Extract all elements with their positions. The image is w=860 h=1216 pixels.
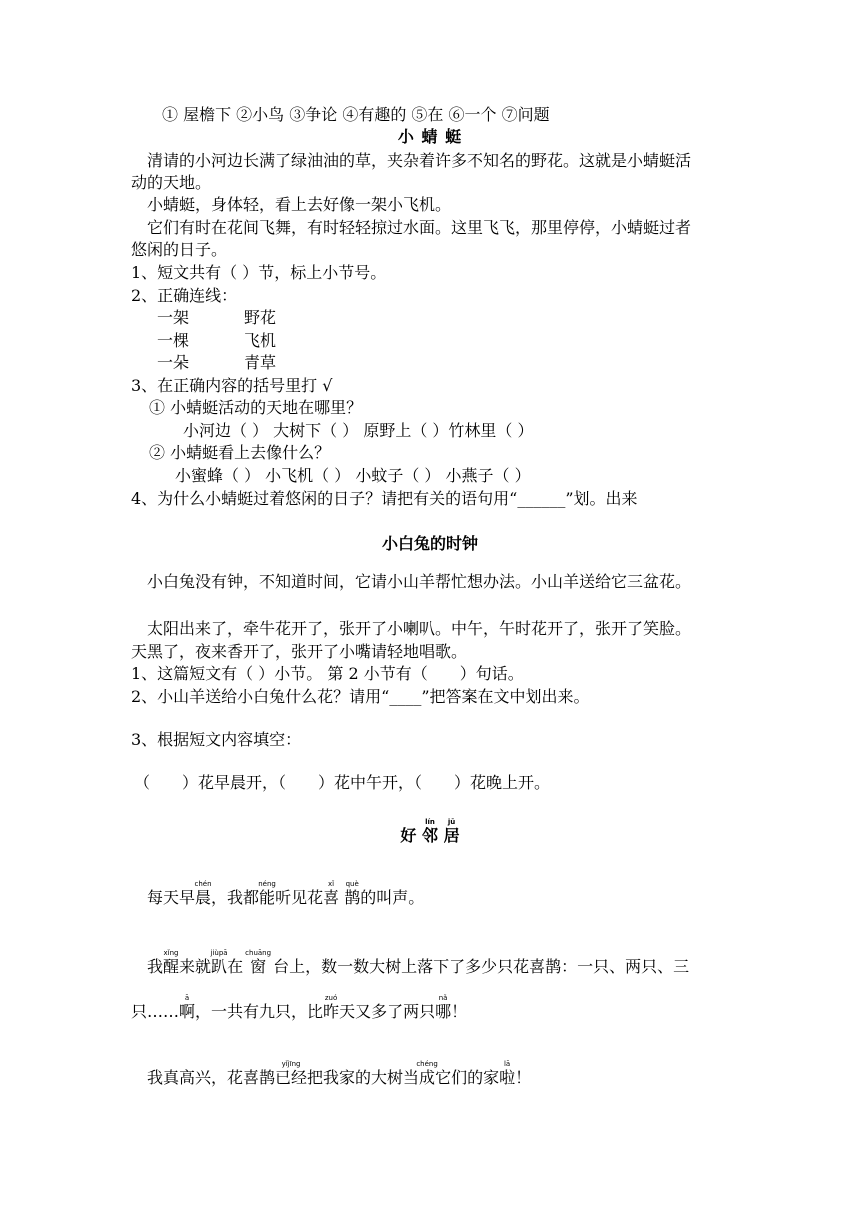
passage1-question-1: 1、短文共有（ ）节，标上小节号。 — [131, 263, 387, 282]
passage3-sentence-2-line2: 只……啊ā，一共有九只，比昨zuó天又多了两只哪nǎ！ — [131, 994, 468, 1021]
pinyin-word: 啊ā — [179, 994, 196, 1021]
title-char: 好 — [400, 826, 422, 845]
passage2-question-3: 3、根据短文内容填空： — [131, 730, 302, 749]
passage2-question-2: 2、小山羊送给小白兔什么花？请用“____”把答案在文中划出来。 — [131, 687, 590, 706]
match-right-item: 飞机 — [244, 331, 277, 350]
pinyin-word: 鹊què — [344, 880, 361, 907]
passage2-para2-line2: 天黑了，夜来香开了，张开了小嘴请轻地唱歌。 — [131, 642, 468, 661]
passage1-question-4: 4、为什么小蜻蜓过着悠闲的日子？请把有关的语句用“______”划。出来 — [131, 489, 638, 508]
passage2-question-1: 1、这篇短文有（ ）小节。 第 2 小节有（ ）句话。 — [131, 664, 524, 683]
passage1-question-3: 3、在正确内容的括号里打 √ — [131, 376, 333, 395]
pinyin-word: 晨chén — [194, 880, 212, 907]
question-3-sub-2: ② 小蜻蜓看上去像什么？ — [149, 443, 331, 462]
match-right-item: 野花 — [244, 308, 277, 327]
passage2-fill-in-blanks: （ ）花早晨开，（ ）花中午开，（ ）花晚上开。 — [134, 773, 551, 792]
passage1-para1-line2: 动的天地。 — [131, 173, 212, 192]
passage3-sentence-3: 我真高兴，花喜鹊已经yǐjīng把我家的大树当成chéng它们的家啦lā！ — [147, 1060, 532, 1087]
match-right-item: 青草 — [244, 353, 277, 372]
match-left-item: 一架 — [157, 308, 190, 327]
passage2-para2-line1: 太阳出来了，牵牛花开了，张开了小喇叭。中午，午时花开了，张开了笑脸。 — [147, 619, 692, 638]
passage1-para3-line1: 它们有时在花间飞舞，有时轻轻掠过水面。这里飞飞，那里停停，小蜻蜓过者 — [147, 218, 692, 237]
question-3-sub-2-options: 小蜜蜂（ ） 小飞机（ ） 小蚊子（ ） 小燕子（ ） — [175, 466, 531, 485]
passage1-para2: 小蜻蜓，身体轻，看上去好像一架小飞机。 — [147, 195, 452, 214]
passage1-para1-line1: 清请的小河边长满了绿油油的草，夹杂着许多不知名的野花。这就是小蜻蜓活 — [147, 151, 692, 170]
passage3-sentence-2-line1: 我醒xǐng来就趴jiùpā在 窗chuāng 台上，数一数大树上落下了多少只花喜鹊：一只、两只、三 — [147, 949, 690, 976]
word-list: ① 屋檐下 ②小鸟 ③争论 ④有趣的 ⑤在 ⑥一个 ⑦问题 — [162, 105, 550, 124]
pinyin-word: 成chéng — [416, 1060, 438, 1087]
pinyin-word: 能néng — [258, 880, 276, 907]
pinyin-word: 趴jiùpā — [210, 949, 228, 976]
title-char-ju: 居jū — [443, 818, 460, 845]
pinyin-word: 喜xǐ — [323, 880, 340, 907]
pinyin-word: 啦lā — [499, 1060, 516, 1087]
title-char-lin: 邻lín — [421, 818, 438, 845]
question-3-sub-1-options: 小河边（ ） 大树下（ ） 原野上（ ）竹林里（ ） — [183, 421, 534, 440]
pinyin-word: 哪nǎ — [435, 994, 452, 1021]
passage2-title: 小白兔的时钟 — [381, 534, 478, 553]
match-left-item: 一棵 — [157, 331, 190, 350]
passage3-title — [0, 818, 860, 854]
passage3-sentence-1: 每天早晨chén，我都能néng听见花喜xǐ 鹊què的叫声。 — [147, 880, 425, 907]
passage1-para3-line2: 悠闲的日子。 — [131, 240, 228, 259]
passage1-title: 小 蜻 蜓 — [397, 127, 463, 146]
pinyin-word: 已经yǐjīng — [275, 1060, 308, 1087]
passage2-para1: 小白兔没有钟，不知道时间，它请小山羊帮忙想办法。小山羊送给它三盆花。 — [147, 572, 692, 591]
passage1-question-2: 2、正确连线： — [131, 286, 238, 305]
pinyin-word: 窗chuāng — [245, 949, 272, 976]
question-3-sub-1: ① 小蜻蜓活动的天地在哪里？ — [149, 398, 363, 417]
pinyin-word: 醒xǐng — [163, 949, 180, 976]
pinyin-word: 昨zuó — [323, 994, 340, 1021]
match-left-item: 一朵 — [157, 353, 190, 372]
